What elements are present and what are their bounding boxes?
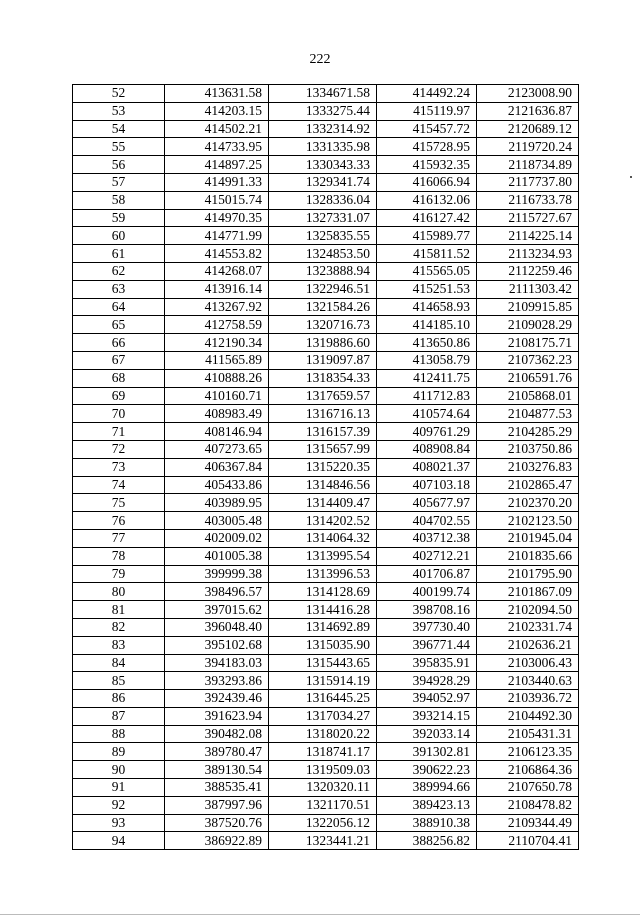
point-number-cell: 63	[73, 280, 165, 298]
y2-cell: 2102331.74	[477, 618, 579, 636]
x1-cell: 387520.76	[165, 814, 269, 832]
x1-cell: 413916.14	[165, 280, 269, 298]
y1-cell: 1317034.27	[269, 707, 377, 725]
x1-cell: 401005.38	[165, 547, 269, 565]
point-number-cell: 93	[73, 814, 165, 832]
y2-cell: 2106591.76	[477, 369, 579, 387]
y1-cell: 1323888.94	[269, 262, 377, 280]
table-row	[73, 601, 579, 619]
table-row	[73, 280, 579, 298]
x1-cell: 394183.03	[165, 654, 269, 672]
y1-cell: 1316157.39	[269, 423, 377, 441]
y2-cell: 2118734.89	[477, 156, 579, 174]
point-number-cell: 72	[73, 440, 165, 458]
table-row	[73, 743, 579, 761]
y1-cell: 1328336.04	[269, 191, 377, 209]
y2-cell: 2109028.29	[477, 316, 579, 334]
table-row	[73, 512, 579, 530]
table-row	[73, 583, 579, 601]
point-number-cell: 92	[73, 796, 165, 814]
x2-cell: 412411.75	[377, 369, 477, 387]
point-number-cell: 78	[73, 547, 165, 565]
y1-cell: 1324853.50	[269, 245, 377, 263]
y1-cell: 1327331.07	[269, 209, 377, 227]
x1-cell: 410160.71	[165, 387, 269, 405]
x1-cell: 389780.47	[165, 743, 269, 761]
x2-cell: 416127.42	[377, 209, 477, 227]
x1-cell: 396048.40	[165, 618, 269, 636]
x2-cell: 388910.38	[377, 814, 477, 832]
table-row	[73, 494, 579, 512]
x1-cell: 414268.07	[165, 262, 269, 280]
point-number-cell: 60	[73, 227, 165, 245]
x2-cell: 416132.06	[377, 191, 477, 209]
point-number-cell: 57	[73, 173, 165, 191]
y2-cell: 2123008.90	[477, 85, 579, 103]
x2-cell: 415811.52	[377, 245, 477, 263]
x1-cell: 402009.02	[165, 529, 269, 547]
y2-cell: 2103440.63	[477, 672, 579, 690]
x1-cell: 408146.94	[165, 423, 269, 441]
point-number-cell: 65	[73, 316, 165, 334]
point-number-cell: 91	[73, 779, 165, 797]
x2-cell: 400199.74	[377, 583, 477, 601]
table-row	[73, 423, 579, 441]
table-row	[73, 191, 579, 209]
y1-cell: 1313996.53	[269, 565, 377, 583]
coordinate-table-container	[72, 84, 578, 850]
x1-cell: 405433.86	[165, 476, 269, 494]
x2-cell: 415457.72	[377, 120, 477, 138]
point-number-cell: 89	[73, 743, 165, 761]
y2-cell: 2119720.24	[477, 138, 579, 156]
y1-cell: 1313995.54	[269, 547, 377, 565]
point-number-cell: 71	[73, 423, 165, 441]
table-row	[73, 156, 579, 174]
point-number-cell: 82	[73, 618, 165, 636]
x1-cell: 399999.38	[165, 565, 269, 583]
y1-cell: 1321170.51	[269, 796, 377, 814]
point-number-cell: 83	[73, 636, 165, 654]
y2-cell: 2102370.20	[477, 494, 579, 512]
y2-cell: 2102094.50	[477, 601, 579, 619]
y2-cell: 2105868.01	[477, 387, 579, 405]
x1-cell: 411565.89	[165, 351, 269, 369]
x1-cell: 389130.54	[165, 761, 269, 779]
table-row	[73, 761, 579, 779]
x2-cell: 411712.83	[377, 387, 477, 405]
y2-cell: 2106123.35	[477, 743, 579, 761]
point-number-cell: 94	[73, 832, 165, 850]
x2-cell: 394052.97	[377, 690, 477, 708]
point-number-cell: 75	[73, 494, 165, 512]
point-number-cell: 52	[73, 85, 165, 103]
y1-cell: 1333275.44	[269, 102, 377, 120]
y1-cell: 1322946.51	[269, 280, 377, 298]
y2-cell: 2112259.46	[477, 262, 579, 280]
x2-cell: 403712.38	[377, 529, 477, 547]
y2-cell: 2106864.36	[477, 761, 579, 779]
y2-cell: 2103936.72	[477, 690, 579, 708]
table-row	[73, 102, 579, 120]
point-number-cell: 77	[73, 529, 165, 547]
x2-cell: 394928.29	[377, 672, 477, 690]
x1-cell: 386922.89	[165, 832, 269, 850]
point-number-cell: 76	[73, 512, 165, 530]
x1-cell: 397015.62	[165, 601, 269, 619]
x2-cell: 407103.18	[377, 476, 477, 494]
y1-cell: 1314202.52	[269, 512, 377, 530]
table-row	[73, 173, 579, 191]
x2-cell: 415119.97	[377, 102, 477, 120]
y2-cell: 2109915.85	[477, 298, 579, 316]
y2-cell: 2120689.12	[477, 120, 579, 138]
y2-cell: 2102636.21	[477, 636, 579, 654]
x1-cell: 414897.25	[165, 156, 269, 174]
point-number-cell: 68	[73, 369, 165, 387]
point-number-cell: 64	[73, 298, 165, 316]
table-row	[73, 672, 579, 690]
x1-cell: 410888.26	[165, 369, 269, 387]
point-number-cell: 84	[73, 654, 165, 672]
table-row	[73, 814, 579, 832]
y1-cell: 1314692.89	[269, 618, 377, 636]
table-row	[73, 796, 579, 814]
point-number-cell: 80	[73, 583, 165, 601]
y1-cell: 1320320.11	[269, 779, 377, 797]
x2-cell: 410574.64	[377, 405, 477, 423]
x2-cell: 414658.93	[377, 298, 477, 316]
y2-cell: 2102123.50	[477, 512, 579, 530]
y2-cell: 2104877.53	[477, 405, 579, 423]
x2-cell: 388256.82	[377, 832, 477, 850]
y1-cell: 1315657.99	[269, 440, 377, 458]
table-row	[73, 351, 579, 369]
scan-speck	[630, 176, 632, 178]
y1-cell: 1314064.32	[269, 529, 377, 547]
y2-cell: 2108175.71	[477, 334, 579, 352]
y2-cell: 2109344.49	[477, 814, 579, 832]
x1-cell: 407273.65	[165, 440, 269, 458]
y1-cell: 1319886.60	[269, 334, 377, 352]
table-row	[73, 334, 579, 352]
x2-cell: 414185.10	[377, 316, 477, 334]
point-number-cell: 74	[73, 476, 165, 494]
page-bottom-edge	[0, 914, 640, 915]
table-row	[73, 618, 579, 636]
table-row	[73, 636, 579, 654]
point-number-cell: 62	[73, 262, 165, 280]
x1-cell: 393293.86	[165, 672, 269, 690]
table-row	[73, 227, 579, 245]
y2-cell: 2117737.80	[477, 173, 579, 191]
table-row	[73, 440, 579, 458]
y2-cell: 2103750.86	[477, 440, 579, 458]
x2-cell: 398708.16	[377, 601, 477, 619]
table-row	[73, 262, 579, 280]
table-row	[73, 690, 579, 708]
x2-cell: 391302.81	[377, 743, 477, 761]
y2-cell: 2107650.78	[477, 779, 579, 797]
y1-cell: 1314128.69	[269, 583, 377, 601]
y1-cell: 1318354.33	[269, 369, 377, 387]
x1-cell: 414203.15	[165, 102, 269, 120]
x2-cell: 414492.24	[377, 85, 477, 103]
x2-cell: 402712.21	[377, 547, 477, 565]
x1-cell: 412758.59	[165, 316, 269, 334]
x2-cell: 397730.40	[377, 618, 477, 636]
y2-cell: 2101945.04	[477, 529, 579, 547]
y2-cell: 2103006.43	[477, 654, 579, 672]
point-number-cell: 85	[73, 672, 165, 690]
x1-cell: 390482.08	[165, 725, 269, 743]
y1-cell: 1316716.13	[269, 405, 377, 423]
x1-cell: 395102.68	[165, 636, 269, 654]
y1-cell: 1319509.03	[269, 761, 377, 779]
x1-cell: 392439.46	[165, 690, 269, 708]
x2-cell: 415251.53	[377, 280, 477, 298]
table-row	[73, 298, 579, 316]
x1-cell: 408983.49	[165, 405, 269, 423]
table-row	[73, 779, 579, 797]
x1-cell: 413631.58	[165, 85, 269, 103]
y1-cell: 1319097.87	[269, 351, 377, 369]
table-row	[73, 120, 579, 138]
y2-cell: 2113234.93	[477, 245, 579, 263]
y1-cell: 1315914.19	[269, 672, 377, 690]
x1-cell: 403005.48	[165, 512, 269, 530]
x1-cell: 414771.99	[165, 227, 269, 245]
x2-cell: 392033.14	[377, 725, 477, 743]
y1-cell: 1318020.22	[269, 725, 377, 743]
y1-cell: 1321584.26	[269, 298, 377, 316]
y2-cell: 2104285.29	[477, 423, 579, 441]
y1-cell: 1320716.73	[269, 316, 377, 334]
y1-cell: 1329341.74	[269, 173, 377, 191]
x1-cell: 413267.92	[165, 298, 269, 316]
y1-cell: 1314409.47	[269, 494, 377, 512]
x2-cell: 413058.79	[377, 351, 477, 369]
point-number-cell: 90	[73, 761, 165, 779]
table-row	[73, 725, 579, 743]
table-row	[73, 85, 579, 103]
point-number-cell: 61	[73, 245, 165, 263]
x2-cell: 415728.95	[377, 138, 477, 156]
point-number-cell: 79	[73, 565, 165, 583]
x2-cell: 404702.55	[377, 512, 477, 530]
y2-cell: 2111303.42	[477, 280, 579, 298]
x1-cell: 406367.84	[165, 458, 269, 476]
table-row	[73, 707, 579, 725]
x1-cell: 414991.33	[165, 173, 269, 191]
x2-cell: 415989.77	[377, 227, 477, 245]
x2-cell: 416066.94	[377, 173, 477, 191]
y2-cell: 2104492.30	[477, 707, 579, 725]
x2-cell: 413650.86	[377, 334, 477, 352]
point-number-cell: 69	[73, 387, 165, 405]
point-number-cell: 53	[73, 102, 165, 120]
x2-cell: 396771.44	[377, 636, 477, 654]
table-row	[73, 387, 579, 405]
x1-cell: 414502.21	[165, 120, 269, 138]
table-row	[73, 547, 579, 565]
x2-cell: 405677.97	[377, 494, 477, 512]
table-row	[73, 369, 579, 387]
y2-cell: 2101795.90	[477, 565, 579, 583]
point-number-cell: 81	[73, 601, 165, 619]
y2-cell: 2114225.14	[477, 227, 579, 245]
point-number-cell: 56	[73, 156, 165, 174]
y1-cell: 1315035.90	[269, 636, 377, 654]
table-row	[73, 565, 579, 583]
point-number-cell: 58	[73, 191, 165, 209]
x2-cell: 415565.05	[377, 262, 477, 280]
y1-cell: 1331335.98	[269, 138, 377, 156]
point-number-cell: 55	[73, 138, 165, 156]
table-row	[73, 476, 579, 494]
x2-cell: 390622.23	[377, 761, 477, 779]
y2-cell: 2121636.87	[477, 102, 579, 120]
y1-cell: 1322056.12	[269, 814, 377, 832]
point-number-cell: 88	[73, 725, 165, 743]
y1-cell: 1317659.57	[269, 387, 377, 405]
table-row	[73, 832, 579, 850]
y1-cell: 1314416.28	[269, 601, 377, 619]
x1-cell: 403989.95	[165, 494, 269, 512]
x1-cell: 398496.57	[165, 583, 269, 601]
y2-cell: 2110704.41	[477, 832, 579, 850]
table-row	[73, 209, 579, 227]
y2-cell: 2115727.67	[477, 209, 579, 227]
x2-cell: 401706.87	[377, 565, 477, 583]
page-number: 222	[309, 52, 331, 67]
x1-cell: 415015.74	[165, 191, 269, 209]
x1-cell: 414970.35	[165, 209, 269, 227]
x2-cell: 409761.29	[377, 423, 477, 441]
table-row	[73, 654, 579, 672]
point-number-cell: 86	[73, 690, 165, 708]
point-number-cell: 59	[73, 209, 165, 227]
table-row	[73, 529, 579, 547]
table-row	[73, 245, 579, 263]
y1-cell: 1330343.33	[269, 156, 377, 174]
x2-cell: 408908.84	[377, 440, 477, 458]
x1-cell: 414553.82	[165, 245, 269, 263]
y1-cell: 1315220.35	[269, 458, 377, 476]
y1-cell: 1325835.55	[269, 227, 377, 245]
table-row	[73, 316, 579, 334]
y2-cell: 2107362.23	[477, 351, 579, 369]
y2-cell: 2103276.83	[477, 458, 579, 476]
y1-cell: 1323441.21	[269, 832, 377, 850]
x1-cell: 414733.95	[165, 138, 269, 156]
y2-cell: 2101835.66	[477, 547, 579, 565]
point-number-cell: 87	[73, 707, 165, 725]
y1-cell: 1332314.92	[269, 120, 377, 138]
table-row	[73, 405, 579, 423]
y2-cell: 2105431.31	[477, 725, 579, 743]
y2-cell: 2108478.82	[477, 796, 579, 814]
x2-cell: 393214.15	[377, 707, 477, 725]
point-number-cell: 73	[73, 458, 165, 476]
point-number-cell: 70	[73, 405, 165, 423]
coordinate-table	[72, 84, 579, 850]
table-row	[73, 458, 579, 476]
x1-cell: 388535.41	[165, 779, 269, 797]
y2-cell: 2101867.09	[477, 583, 579, 601]
y1-cell: 1315443.65	[269, 654, 377, 672]
y2-cell: 2102865.47	[477, 476, 579, 494]
point-number-cell: 67	[73, 351, 165, 369]
coordinate-table-body	[73, 85, 579, 850]
y2-cell: 2116733.78	[477, 191, 579, 209]
table-row	[73, 138, 579, 156]
x2-cell: 415932.35	[377, 156, 477, 174]
y1-cell: 1318741.17	[269, 743, 377, 761]
x2-cell: 389423.13	[377, 796, 477, 814]
x2-cell: 408021.37	[377, 458, 477, 476]
x2-cell: 395835.91	[377, 654, 477, 672]
point-number-cell: 54	[73, 120, 165, 138]
point-number-cell: 66	[73, 334, 165, 352]
x1-cell: 391623.94	[165, 707, 269, 725]
y1-cell: 1314846.56	[269, 476, 377, 494]
y1-cell: 1334671.58	[269, 85, 377, 103]
x1-cell: 412190.34	[165, 334, 269, 352]
y1-cell: 1316445.25	[269, 690, 377, 708]
x1-cell: 387997.96	[165, 796, 269, 814]
x2-cell: 389994.66	[377, 779, 477, 797]
